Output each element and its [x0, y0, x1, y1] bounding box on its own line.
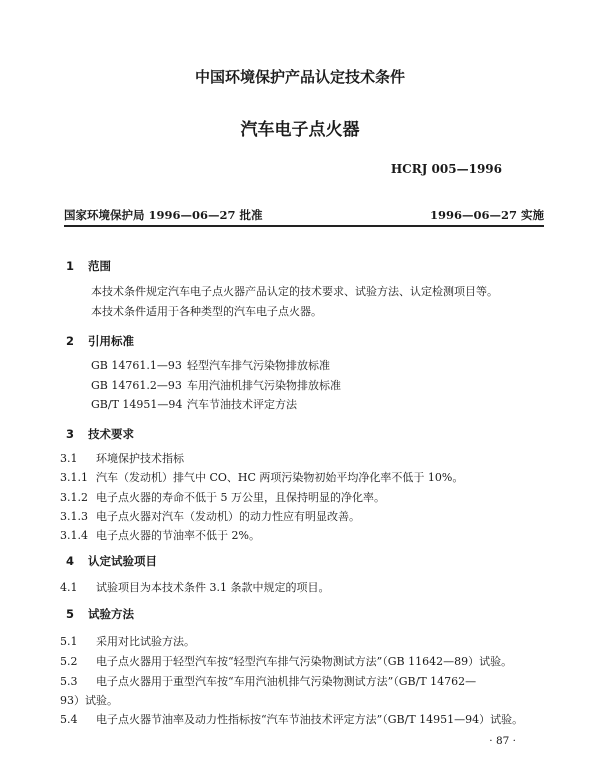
clause-item	[60, 527, 260, 543]
approval-line: 国家环境保护局 1996—06—27 批准	[64, 208, 263, 222]
clause-item	[60, 579, 330, 595]
section-title: 范围	[88, 259, 111, 273]
clause-number: 5.4	[60, 713, 78, 726]
clause-text: 电子点火器节油率及动力性指标按“汽车节油技术评定方法”（GB/T 14951—94）试验。	[96, 713, 524, 726]
standard-series-title: 中国环境保护产品认定技术条件	[194, 68, 405, 86]
section-heading-test-methods	[66, 606, 134, 622]
clause-number: 3.1	[60, 452, 78, 465]
section-number: 4	[66, 554, 75, 568]
clause-item	[60, 673, 476, 689]
reference-item	[91, 396, 297, 412]
reference-name: 轻型汽车排气污染物排放标准	[187, 359, 330, 372]
clause-text: 采用对比试验方法。	[96, 635, 195, 648]
clause-number: 3.1.3	[60, 510, 88, 523]
clause-number: 4.1	[60, 581, 78, 594]
section-heading-references	[66, 333, 134, 349]
clause-number: 3.1.2	[60, 491, 88, 504]
section-heading-test-items	[66, 553, 157, 569]
reference-code: GB/T 14951—94	[91, 398, 183, 411]
paragraph: 本技术条件规定汽车电子点火器产品认定的技术要求、试验方法、认定检测项目等。	[91, 285, 498, 298]
section-title: 试验方法	[88, 607, 134, 621]
clause-number: 5.3	[60, 675, 78, 688]
clause-text: 电子点火器的寿命不低于 5 万公里，且保持明显的净化率。	[96, 491, 385, 504]
standard-code: HCRJ 005—1996	[390, 162, 502, 176]
reference-code: GB 14761.1—93	[91, 359, 182, 372]
section-title: 技术要求	[88, 427, 134, 441]
section-number: 2	[66, 334, 75, 348]
clause-item	[60, 653, 512, 669]
document-title: 汽车电子点火器	[240, 120, 360, 140]
header-divider	[64, 225, 544, 227]
reference-item	[91, 377, 341, 393]
clause-number: 5.1	[60, 635, 78, 648]
clause-number: 3.1.4	[60, 529, 88, 542]
reference-name: 汽车节油技术评定方法	[187, 398, 297, 411]
paragraph: 本技术条件适用于各种类型的汽车电子点火器。	[91, 305, 322, 318]
reference-name: 车用汽油机排气污染物排放标准	[187, 379, 341, 392]
section-heading-technical-requirements	[66, 426, 134, 442]
clause-text: 电子点火器用于轻型汽车按“轻型汽车排气污染物测试方法”（GB 11642—89）试验。	[96, 655, 513, 668]
clause-number: 5.2	[60, 655, 78, 668]
clause-text: 试验项目为本技术条件 3.1 条款中规定的项目。	[96, 581, 330, 594]
section-number: 1	[66, 259, 75, 273]
clause-item	[60, 508, 360, 524]
clause-item	[60, 469, 463, 485]
section-heading-scope	[66, 258, 111, 274]
clause-number: 3.1.1	[60, 471, 88, 484]
reference-item	[91, 357, 330, 373]
clause-text: 电子点火器对汽车（发动机）的动力性应有明显改善。	[96, 510, 360, 523]
page-number: · 87 ·	[489, 735, 516, 747]
section-title: 引用标准	[88, 334, 134, 348]
clause-item	[60, 450, 184, 466]
clause-continuation	[60, 692, 118, 708]
clause-text: 93）试验。	[60, 694, 118, 707]
clause-item	[60, 633, 195, 649]
reference-code: GB 14761.2—93	[91, 379, 182, 392]
clause-text: 电子点火器的节油率不低于 2%。	[96, 529, 260, 542]
implementation-date: 1996—06—27 实施	[429, 208, 544, 222]
clause-text: 电子点火器用于重型汽车按“车用汽油机排气污染物测试方法”（GB/T 14762—	[96, 675, 477, 688]
section-number: 3	[66, 427, 75, 441]
clause-item	[60, 711, 523, 727]
section-title: 认定试验项目	[88, 554, 157, 568]
clause-text: 汽车（发动机）排气中 CO、HC 两项污染物初始平均净化率不低于 10%。	[96, 471, 464, 484]
section-number: 5	[66, 607, 75, 621]
clause-item	[60, 489, 385, 505]
clause-text: 环境保护技术指标	[96, 452, 184, 465]
